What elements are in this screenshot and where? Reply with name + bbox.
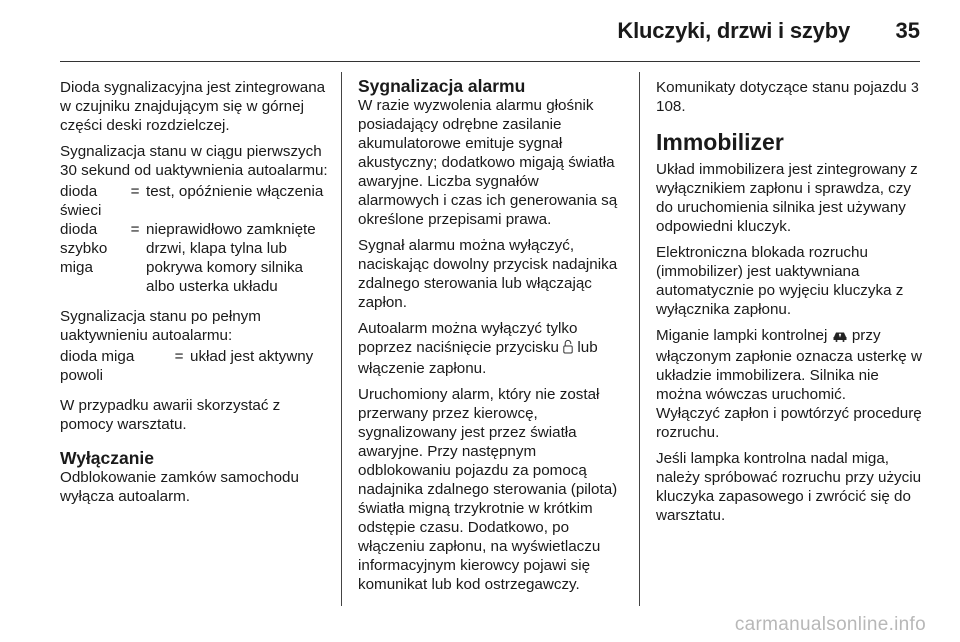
- paragraph: [656, 78, 924, 116]
- page-title: Kluczyki, drzwi i szyby: [617, 18, 850, 43]
- paragraph-text: przy włączonym zapłonie oznacza usterkę w układzie immobilizera. Silnika nie można wówczas uruchomić.: [656, 327, 922, 403]
- section-heading-immobilizer: Immobilizer: [656, 129, 784, 155]
- table-equals: =: [130, 221, 140, 238]
- paragraph-text: lub włączenie zapłonu.: [358, 339, 598, 377]
- paragraph: Elektroniczna blokada rozruchu (immobilizer) jest uaktywniana automatycznie po wyjęciu kluczyka z wyłącznika zapłonu.: [656, 244, 904, 318]
- status-table-initial: [60, 182, 328, 296]
- table-term: dioda miga powoli: [60, 348, 135, 384]
- paragraph: Sygnalizacja stanu w ciągu pierwszych 30 sekund od uaktywnienia autoalarmu:: [60, 143, 328, 179]
- paragraph-text: Autoalarm można wyłączyć tylko poprzez naciśnięcie przycisku: [358, 320, 578, 356]
- paragraph: [656, 326, 924, 404]
- paragraph: Dioda sygnalizacyjna jest zintegrowana w czujniku znajdującym się w górnej części deski rozdzielczej.: [60, 79, 326, 134]
- paragraph: [358, 319, 622, 378]
- paragraph: Wyłączyć zapłon i powtórzyć procedurę rozruchu.: [656, 405, 922, 441]
- paragraph: Uruchomiony alarm, który nie został przerwany przez kierowcę, sygnalizowany jest przez światła awaryjne. Przy następnym odblokowaniu pojazdu za pomocą nadajnika zdalnego sterowania (pilota) światła migną trzykrotnie w krótkim odstępie czasu. Dodatkowo, po włączeniu zapłonu, na wyświetlaczu informacyjnym kierowcy pojawi się komunikat lub kod ostrzegawczy.: [358, 386, 618, 593]
- paragraph: Odblokowanie zamków samochodu wyłącza autoalarm.: [60, 469, 299, 505]
- column-divider-1: [341, 72, 342, 606]
- paragraph-text: Miganie lampki kontrolnej: [656, 327, 828, 344]
- paragraph-text: Komunikaty dotyczące stanu pojazdu: [656, 79, 907, 96]
- table-row: [60, 220, 328, 296]
- page-reference-arrow-icon: 3: [910, 79, 919, 95]
- column-divider-2: [639, 72, 640, 606]
- paragraph: Sygnał alarmu można wyłączyć, naciskając dowolny przycisk nadajnika zdalnego sterowania lub włączając zapłon.: [358, 237, 618, 311]
- paragraph: Sygnalizacja stanu po pełnym uaktywnieniu autoalarmu:: [60, 308, 261, 344]
- column-2: [358, 76, 622, 601]
- paragraph: Układ immobilizera jest zintegrowany z wyłącznikiem zapłonu i sprawdza, czy do uruchomienia silnika jest używany odpowiedni kluczyk.: [656, 161, 918, 235]
- paragraph: Jeśli lampka kontrolna nadal miga, należy spróbować rozruchu przy użyciu kluczyka zapasowego i zwrócić się do warsztatu.: [656, 450, 922, 524]
- table-equals: =: [130, 183, 140, 200]
- table-description: układ jest aktywny: [190, 348, 314, 365]
- immobilizer-car-key-icon: [832, 328, 848, 347]
- table-row: [60, 347, 328, 385]
- table-description: test, opóźnienie włączenia: [146, 183, 324, 200]
- column-3: [656, 78, 924, 532]
- paragraph: W przypadku awarii skorzystać z pomocy warsztatu.: [60, 397, 281, 433]
- table-description: nieprawidłowo zamknięte drzwi, klapa tylna lub pokrywa komory silnika albo usterka układu: [146, 221, 316, 295]
- table-term: dioda świeci: [60, 183, 102, 219]
- section-heading-sygnalizacja-alarmu: Sygnalizacja alarmu: [358, 76, 526, 96]
- status-table-active: [60, 347, 328, 385]
- table-term: dioda szybko miga: [60, 221, 108, 276]
- header-divider: [60, 61, 920, 62]
- section-heading-wylaczanie: Wyłączanie: [60, 448, 155, 468]
- watermark-text: carmanualsonline.info: [734, 614, 926, 635]
- table-equals: =: [174, 348, 184, 365]
- column-1: [60, 78, 328, 513]
- page-number: 35: [895, 18, 920, 43]
- paragraph: W razie wyzwolenia alarmu głośnik posiadający odrębne zasilanie akumulatorowe emituje sygnał akustyczny; dodatkowo migają światła awaryjne. Liczba sygnałów alarmowych i czas ich generowania są określone przepisami prawa.: [358, 97, 618, 228]
- table-row: [60, 182, 328, 220]
- page-reference[interactable]: 108.: [656, 98, 686, 115]
- padlock-icon: [563, 339, 573, 359]
